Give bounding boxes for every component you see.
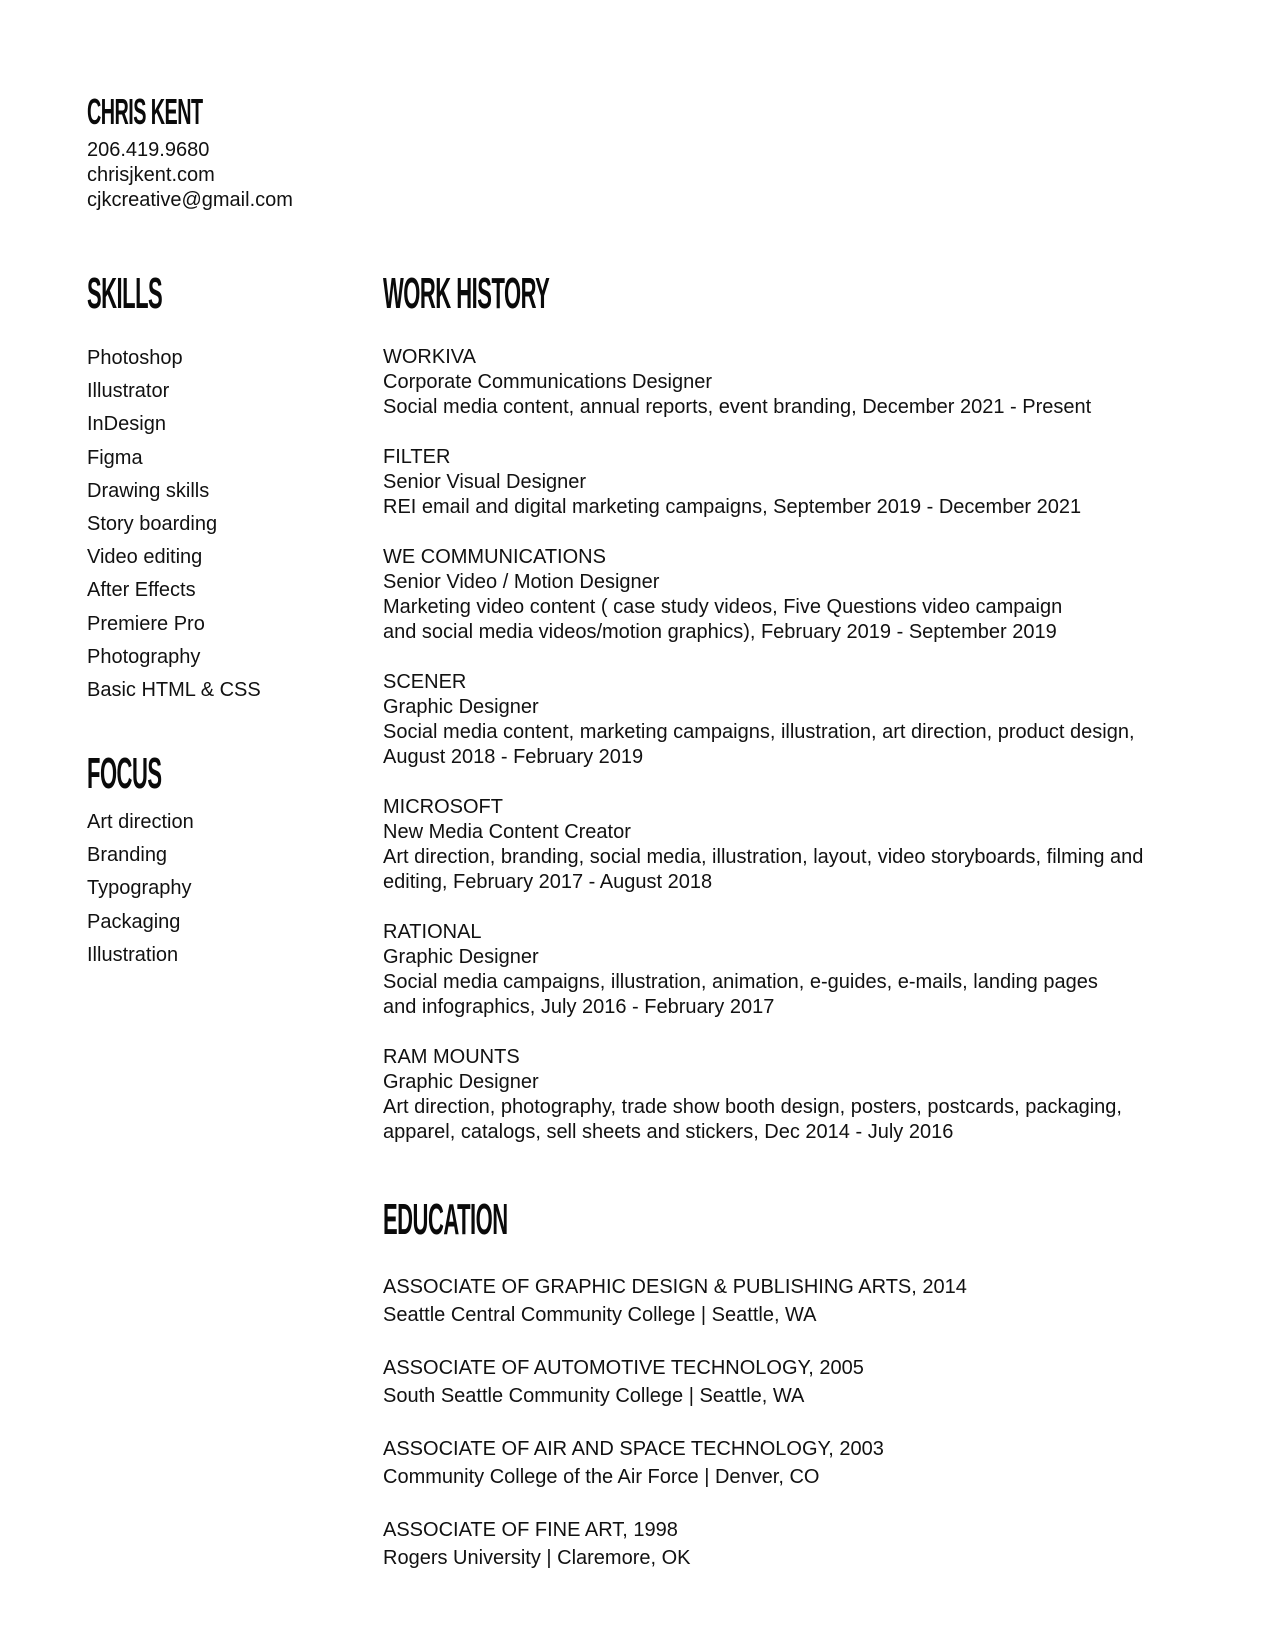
job-description: Social media campaigns, illustration, animation, e-guides, e-mails, landing pages xyxy=(383,971,1098,993)
focus-item: Illustration xyxy=(87,943,179,966)
job-description: Art direction, photography, trade show booth design, posters, postcards, packaging, xyxy=(383,1096,1122,1118)
job-company: RAM MOUNTS xyxy=(383,1046,520,1068)
email-link[interactable]: cjkcreative@gmail.com xyxy=(87,189,293,211)
job-company: MICROSOFT xyxy=(383,796,503,818)
degree-entry xyxy=(383,1516,1183,1572)
work-history-heading: WORK HISTORY xyxy=(383,269,550,318)
skill-item: Video editing xyxy=(87,546,203,569)
job-company: RATIONAL xyxy=(383,921,482,943)
job-description: Social media content, annual reports, event branding, December 2021 - Present xyxy=(383,396,1092,418)
phone-number: 206.419.9680 xyxy=(87,139,210,161)
focus-item: Art direction xyxy=(87,811,194,833)
degree-school: Community College of the Air Force | Denver, CO xyxy=(383,1466,820,1488)
focus-list xyxy=(87,806,194,972)
education-heading: EDUCATION xyxy=(383,1195,508,1244)
job-entry xyxy=(383,445,1183,520)
job-company: SCENER xyxy=(383,671,467,693)
resume-name: CHRIS KENT xyxy=(87,91,203,132)
skills-heading: SKILLS xyxy=(87,269,163,318)
job-role: Corporate Communications Designer xyxy=(383,371,713,393)
skill-item: After Effects xyxy=(87,579,196,602)
job-entry xyxy=(383,345,1183,420)
skills-list xyxy=(87,342,261,707)
degree-entry xyxy=(383,1273,1183,1329)
focus-item: Branding xyxy=(87,844,168,867)
skill-item: Drawing skills xyxy=(87,479,210,502)
job-company: WE COMMUNICATIONS xyxy=(383,546,606,568)
work-history-list xyxy=(383,345,1183,1170)
job-description: and social media videos/motion graphics), February 2019 - September 2019 xyxy=(383,621,1057,643)
job-role: Senior Video / Motion Designer xyxy=(383,571,660,593)
focus-heading: FOCUS xyxy=(87,749,162,798)
job-description: Marketing video content ( case study videos, Five Questions video campaign xyxy=(383,596,1063,618)
job-role: Graphic Designer xyxy=(383,1071,539,1093)
skill-item: Illustrator xyxy=(87,380,170,403)
job-description: and infographics, July 2016 - February 2017 xyxy=(383,996,775,1018)
job-role: Graphic Designer xyxy=(383,946,539,968)
focus-item: Packaging xyxy=(87,910,181,933)
job-description: Social media content, marketing campaigns, illustration, art direction, product design, xyxy=(383,721,1135,743)
job-description: REI email and digital marketing campaigns, September 2019 - December 2021 xyxy=(383,496,1082,518)
job-entry xyxy=(383,545,1183,645)
job-role: Senior Visual Designer xyxy=(383,471,587,493)
degree-school: South Seattle Community College | Seattle, WA xyxy=(383,1385,805,1407)
job-company: WORKIVA xyxy=(383,346,476,368)
job-company: FILTER xyxy=(383,446,451,468)
job-role: New Media Content Creator xyxy=(383,821,631,843)
education-list xyxy=(383,1273,1183,1597)
job-description: editing, February 2017 - August 2018 xyxy=(383,871,713,893)
degree-school: Seattle Central Community College | Seattle, WA xyxy=(383,1304,817,1326)
job-description: Art direction, branding, social media, illustration, layout, video storyboards, filming and xyxy=(383,846,1144,868)
job-role: Graphic Designer xyxy=(383,696,539,718)
job-description: August 2018 - February 2019 xyxy=(383,746,644,768)
focus-item: Typography xyxy=(87,877,192,900)
degree-title: ASSOCIATE OF AUTOMOTIVE TECHNOLOGY, 2005 xyxy=(383,1357,864,1379)
degree-title: ASSOCIATE OF AIR AND SPACE TECHNOLOGY, 2003 xyxy=(383,1438,884,1460)
job-entry xyxy=(383,795,1183,895)
job-entry xyxy=(383,920,1183,1020)
degree-entry xyxy=(383,1435,1183,1491)
skill-item: Figma xyxy=(87,446,143,469)
skill-item: Basic HTML & CSS xyxy=(87,679,261,702)
contact-info xyxy=(87,138,293,213)
skill-item: Photoshop xyxy=(87,347,183,369)
degree-title: ASSOCIATE OF FINE ART, 1998 xyxy=(383,1519,678,1541)
job-entry xyxy=(383,1045,1183,1145)
job-entry xyxy=(383,670,1183,770)
skill-item: Story boarding xyxy=(87,513,218,536)
degree-title: ASSOCIATE OF GRAPHIC DESIGN & PUBLISHING ARTS, 2014 xyxy=(383,1276,967,1298)
job-description: apparel, catalogs, sell sheets and stickers, Dec 2014 - July 2016 xyxy=(383,1121,954,1143)
degree-school: Rogers University | Claremore, OK xyxy=(383,1547,691,1569)
degree-entry xyxy=(383,1354,1183,1410)
skill-item: Premiere Pro xyxy=(87,612,205,635)
website-link[interactable]: chrisjkent.com xyxy=(87,164,215,186)
skill-item: InDesign xyxy=(87,413,166,436)
skill-item: Photography xyxy=(87,645,201,668)
